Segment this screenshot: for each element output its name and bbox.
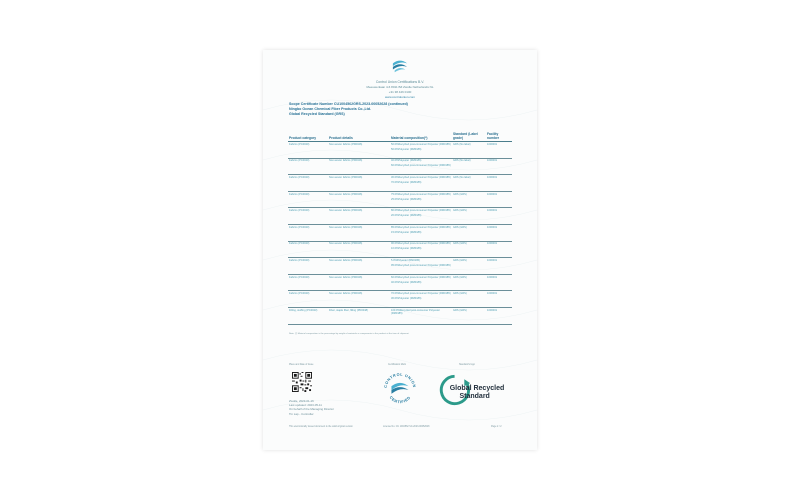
cell-category: Fabrics (PC0020) [288,158,328,175]
material-line: 50.0%Polyester (RM0186) [391,147,422,151]
cell-material [390,241,452,258]
cell-details: Non-woven fabrics (PD0046) [328,175,390,192]
standard-name: Global Recycled Standard (GRS) [289,112,345,116]
certificate-page [263,50,537,450]
cell-facility: 1000001 [486,241,512,258]
cell-facility: 1000001 [486,191,512,208]
table-row [288,142,512,159]
table-row [288,208,512,225]
material-line: 25.0%Polyester (RM0186) [391,197,422,201]
cell-category: Fabrics (PC0020) [288,208,328,225]
material-line: 40.0%Polyester (RM0186) [391,280,422,284]
scope-block [289,102,408,117]
last-updated: Last updated: 2023-05-11 [289,403,322,408]
cell-details: Non-woven fabrics (PD0046) [328,241,390,258]
cell-facility: 1000001 [486,224,512,241]
cell-standard: GRS (GRS) [452,208,486,225]
material-line: 85.0%Recycled post-consumer Polyester (RM0185) [391,225,451,229]
cell-standard: GRS (No label) [452,175,486,192]
cell-category: Fabrics (PC0020) [288,191,328,208]
col-header-details: Product details [328,128,390,142]
col-header-material: Material composition(*) [390,128,452,142]
cell-standard: GRS (GRS) [452,241,486,258]
cell-facility: 1000001 [486,208,512,225]
signatory: Tin Lap - Controller [289,411,314,416]
material-line: 40.0%Polyester (RM0186) [391,159,422,163]
cell-facility: 1000001 [486,142,512,159]
cell-facility: 1000001 [486,307,512,324]
material-line: 60.0%Recycled post-consumer Polyester (RM0185) [391,275,451,279]
cell-material [390,307,452,324]
cell-details: Non-woven fabrics (PD0046) [328,208,390,225]
cell-standard: GRS (GRS) [452,274,486,291]
cell-material [390,175,452,192]
cell-facility: 1000001 [486,274,512,291]
material-line: 5.0%Polyester (RM0186) [391,258,420,262]
cell-category: Fabrics (PC0020) [288,258,328,275]
cell-standard: GRS (GRS) [452,307,486,324]
grs-logo-line2: Standard [459,392,490,400]
composition-note: Note: (*) Material composition is the percentage by weight of materials or components in the product at the time of shipment [289,333,409,335]
material-line: 10.0%Polyester (RM0186) [391,247,422,251]
table-row [288,241,512,258]
material-line: 95.0%Recycled post-consumer Polyester (RM0185) [391,264,451,268]
products-table [288,128,512,325]
cell-facility: 1000001 [486,258,512,275]
cell-category: Fabrics (PC0020) [288,291,328,308]
material-line: 75.0%Recycled post-consumer Polyester (RM0185) [391,192,451,196]
table-row [288,274,512,291]
cell-details: Non-woven fabrics (PD0046) [328,291,390,308]
qr-code-icon[interactable] [292,372,312,392]
col-header-standard: Standard (Label grade) [452,128,486,142]
cell-details: Non-woven fabrics (PD0046) [328,224,390,241]
cell-category: Fabrics (PC0020) [288,241,328,258]
standard-logo-label: Standard's logo [459,364,475,366]
issuer-name: Control Union Certifications B.V. [375,80,425,84]
material-line: 80.0%Recycled post-consumer Polyester (RM0185) [391,209,451,213]
control-union-logo-icon [391,58,409,74]
behalf-text: On behalf of the Managing Director [289,407,334,412]
material-line: 50.0%Recycled post-consumer Polyester (RM0185) [391,142,451,146]
issue-info [289,399,334,416]
cell-details: Non-woven fabrics (PD0046) [328,158,390,175]
footer-validity: This electronically issued document is the valid original version [289,426,353,428]
material-line: 70.0%Recycled post-consumer Polyester (RM0185) [391,292,451,296]
material-line: 15.0%Polyester (RM0186) [391,230,422,234]
table-row [288,307,512,324]
cell-details: Non-woven fabrics (PD0046) [328,258,390,275]
cell-material [390,274,452,291]
cell-standard: GRS (No label) [452,158,486,175]
cell-standard: GRS (GRS) [452,291,486,308]
global-recycled-standard-logo [438,373,516,407]
cell-standard: GRS (No label) [452,142,486,159]
material-line: 90.0%Recycled post-consumer Polyester (RM0185) [391,242,451,246]
cell-details: Non-woven fabrics (PD0046) [328,274,390,291]
issuer-address: Meeuwenlaan 4-6 8011 BZ Zwolle Netherlands NL [366,85,434,89]
cell-material [390,191,452,208]
cell-category: Filling, stuffing (PC0023) [288,307,328,324]
grs-logo-line1: Global Recycled [449,385,505,392]
cell-material [390,291,452,308]
table-row [288,258,512,275]
cell-details: Non-woven fabrics (PD0046) [328,191,390,208]
table-row [288,291,512,308]
cell-standard: GRS (GRS) [452,191,486,208]
cell-material [390,142,452,159]
cell-details: Non-woven fabrics (PD0046) [328,142,390,159]
cell-standard: GRS (GRS) [452,258,486,275]
cell-material [390,158,452,175]
control-union-certified-seal-icon [381,370,419,408]
material-line: 60.0%Recycled post-consumer Polyester (RM0185) [391,164,451,168]
company-name: Ningbo Ocean Chemical Fiber Products Co.,Ltd. [289,107,372,111]
cell-category: Fabrics (PC0020) [288,224,328,241]
seal-bottom-text: CERTIFIED [388,395,412,405]
cell-category: Fabrics (PC0020) [288,274,328,291]
cell-facility: 1000001 [486,291,512,308]
table-row [288,191,512,208]
issue-date: Zwolle, 2023-01-16 [289,399,314,403]
cell-material [390,208,452,225]
footer-license: License No. CU 1004562 SC-2023-00052628 [383,426,430,428]
table-row [288,158,512,175]
issuer-website[interactable]: www.controlunion.com [384,95,415,99]
cell-details: Fiber, staple fiber, filling (PD0048) [328,307,390,324]
cert-mark-label: Certification Mark [388,364,406,366]
cell-category: Fabrics (PC0020) [288,142,328,159]
col-header-category: Product category [288,128,328,142]
svg-text:CONTROL UNION [384,373,417,389]
cell-standard: GRS (GRS) [452,224,486,241]
material-line: 100.0%Recycled post-consumer Polyester (RM0185) [391,308,440,316]
footer-page-number: Page 2 / 2 [491,426,502,428]
material-line: 70.0%Polyester (RM0186) [391,181,422,185]
table-row [288,224,512,241]
issuer-phone: +31 38 426 0100 [388,90,412,94]
table-row [288,175,512,192]
cell-category: Fabrics (PC0020) [288,175,328,192]
material-line: 20.0%Polyester (RM0186) [391,214,422,218]
svg-text:CERTIFIED [389,395,412,404]
cell-material [390,224,452,241]
certificate-number: Scope Certificate Number CU1004562GRS-2023-00052628 (continued) [289,102,408,106]
material-line: 30.0%Recycled post-consumer Polyester (RM0185) [391,175,451,179]
col-header-facility: Facility number [486,128,512,142]
cell-material [390,258,452,275]
cell-facility: 1000001 [486,175,512,192]
place-date-label: Place and Date of Issue [289,364,314,366]
cell-facility: 1000001 [486,158,512,175]
seal-top-text: CONTROL UNION [383,372,417,389]
material-line: 30.0%Polyester (RM0186) [391,297,422,301]
table-header-row [288,128,512,142]
